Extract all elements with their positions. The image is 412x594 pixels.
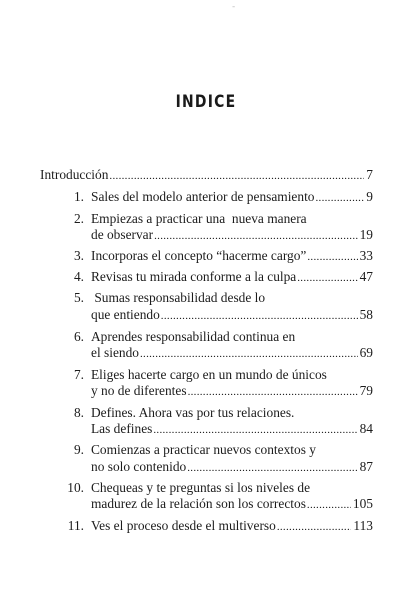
chapter-title: Revisas tu mirada conforme a la culpa: [91, 269, 297, 284]
toc-entry-chapter-10-line[interactable]: [62, 480, 373, 496]
dot-leader: [277, 519, 352, 535]
toc-entry-chapter-5-line[interactable]: [62, 290, 373, 306]
toc-entry-chapter-1[interactable]: [62, 189, 373, 206]
toc-entry-chapter-8-line[interactable]: [62, 405, 373, 421]
toc-entry-chapter-9[interactable]: [91, 459, 373, 476]
chapter-number: 8.: [73, 405, 84, 420]
chapter-page: 9: [366, 189, 373, 204]
chapter-title: Sumas responsabilidad desde lo: [91, 290, 266, 305]
chapter-title: de observar: [91, 227, 154, 242]
toc-entry-introduction[interactable]: [40, 167, 373, 184]
chapter-title: que entiendo: [91, 307, 160, 322]
chapter-title: el siendo: [91, 345, 139, 360]
toc-entry-chapter-4[interactable]: [62, 269, 373, 286]
toc-entry-chapter-7[interactable]: [91, 383, 373, 400]
chapter-page: 19: [359, 227, 373, 242]
chapter-page: 58: [359, 307, 373, 322]
dot-leader: [187, 460, 357, 476]
toc-entry-chapter-6[interactable]: [91, 345, 373, 362]
toc-entry-page: 7: [366, 167, 373, 182]
chapter-number: 5.: [73, 290, 84, 305]
chapter-title: Aprendes responsabilidad continua en: [91, 329, 296, 344]
chapter-number: 3.: [73, 248, 84, 263]
toc-entry-label: Introducción: [40, 167, 109, 182]
chapter-number: 9.: [73, 442, 84, 457]
scan-mark: -: [232, 2, 236, 12]
chapter-title: Defines. Ahora vas por tus relaciones.: [91, 405, 295, 420]
chapter-page: 47: [359, 269, 373, 284]
chapter-number: 11.: [67, 518, 84, 533]
chapter-number: 6.: [73, 329, 84, 344]
chapter-page: 84: [359, 421, 373, 436]
chapter-number: 1.: [73, 189, 84, 204]
chapter-title: Comienzas a practicar nuevos contextos y: [91, 442, 316, 457]
chapter-number: 10.: [67, 480, 84, 495]
chapter-number: 4.: [73, 269, 84, 284]
chapter-title: Incorporas el concepto “hacerme cargo”: [91, 248, 307, 263]
toc-entry-chapter-2-line[interactable]: [62, 211, 373, 227]
dot-leader: [188, 384, 358, 400]
dot-leader: [140, 346, 358, 362]
chapter-page: 113: [353, 518, 373, 533]
toc-entry-chapter-10[interactable]: [91, 496, 373, 513]
chapter-number: 7.: [73, 367, 84, 382]
dot-leader: [307, 249, 357, 265]
dot-leader: [315, 190, 364, 206]
chapter-title: Ves el proceso desde el multiverso: [91, 518, 276, 533]
toc-entry-chapter-8[interactable]: [91, 421, 373, 438]
chapter-title: Sales del modelo anterior de pensamiento: [91, 189, 315, 204]
chapter-number: 2.: [73, 211, 84, 226]
dot-leader: [109, 168, 364, 184]
chapter-title: Chequeas y te preguntas si los niveles de: [91, 480, 311, 495]
toc-entry-chapter-5[interactable]: [91, 307, 373, 324]
dot-leader: [154, 228, 358, 244]
chapter-page: 33: [359, 248, 373, 263]
chapter-title: Las defines: [91, 421, 153, 436]
chapter-page: 105: [352, 496, 373, 511]
chapter-title: no solo contenido: [91, 459, 187, 474]
dot-leader: [297, 270, 357, 286]
chapter-page: 69: [359, 345, 373, 360]
toc-entry-chapter-11[interactable]: [62, 518, 373, 535]
chapter-title: madurez de la relación son los correctos: [91, 496, 306, 511]
toc-entry-chapter-3[interactable]: [62, 248, 373, 265]
chapter-title: y no de diferentes: [91, 383, 187, 398]
index-heading: INDICE: [175, 92, 237, 112]
chapter-title: Empiezas a practicar una nueva manera: [91, 211, 307, 226]
dot-leader: [307, 497, 351, 513]
dot-leader: [161, 308, 358, 324]
toc-entry-chapter-6-line[interactable]: [62, 329, 373, 345]
chapter-title: Eliges hacerte cargo en un mundo de únicos: [91, 367, 327, 382]
chapter-page: 87: [359, 459, 373, 474]
toc-entry-chapter-2[interactable]: [91, 227, 373, 244]
toc-entry-chapter-9-line[interactable]: [62, 442, 373, 458]
dot-leader: [153, 422, 357, 438]
toc-entry-chapter-7-line[interactable]: [62, 367, 373, 383]
chapter-page: 79: [359, 383, 373, 398]
